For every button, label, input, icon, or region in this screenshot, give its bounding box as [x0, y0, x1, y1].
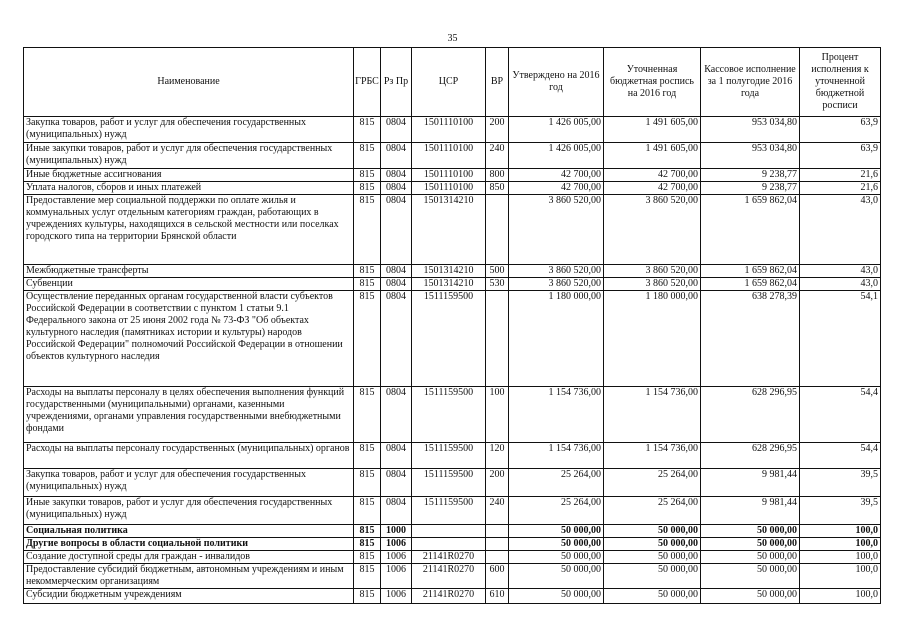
table-row: [24, 525, 881, 538]
table-body: [24, 117, 881, 604]
cell-cash: 1 659 862,04: [701, 278, 800, 291]
cell-percent: 100,0: [800, 589, 881, 604]
cell-rzpr: 0804: [381, 278, 412, 291]
cell-cash: 50 000,00: [701, 525, 800, 538]
cell-approved: 25 264,00: [509, 497, 604, 525]
cell-vr: [486, 291, 509, 387]
cell-name: Социальная политика: [24, 525, 354, 538]
cell-name: Иные закупки товаров, работ и услуг для обеспечения государственных (муниципальных) нужд: [24, 497, 354, 525]
cell-refined: 25 264,00: [604, 469, 701, 497]
cell-approved: 3 860 520,00: [509, 278, 604, 291]
cell-rzpr: 1006: [381, 538, 412, 551]
table-row: [24, 291, 881, 387]
cell-vr: 800: [486, 169, 509, 182]
header-name: Наименование: [24, 48, 354, 117]
cell-percent: 100,0: [800, 538, 881, 551]
cell-percent: 39,5: [800, 469, 881, 497]
cell-percent: 63,9: [800, 117, 881, 143]
header-percent: Процент исполнения к уточненной бюджетной росписи: [800, 48, 881, 117]
cell-grbs: 815: [354, 387, 381, 443]
cell-cash: 50 000,00: [701, 551, 800, 564]
cell-grbs: 815: [354, 469, 381, 497]
header-refined: Уточненная бюджетная роспись на 2016 год: [604, 48, 701, 117]
cell-refined: 50 000,00: [604, 589, 701, 604]
cell-grbs: 815: [354, 195, 381, 265]
cell-vr: 600: [486, 564, 509, 589]
table-row: [24, 143, 881, 169]
cell-csr: [412, 525, 486, 538]
cell-approved: 1 154 736,00: [509, 443, 604, 469]
cell-vr: 500: [486, 265, 509, 278]
cell-vr: [486, 195, 509, 265]
cell-grbs: 815: [354, 143, 381, 169]
cell-name: Создание доступной среды для граждан - инвалидов: [24, 551, 354, 564]
cell-approved: 42 700,00: [509, 182, 604, 195]
header-grbs: ГРБС: [354, 48, 381, 117]
cell-grbs: 815: [354, 551, 381, 564]
header-approved: Утверждено на 2016 год: [509, 48, 604, 117]
cell-percent: 100,0: [800, 551, 881, 564]
cell-name: Субвенции: [24, 278, 354, 291]
cell-name: Иные закупки товаров, работ и услуг для обеспечения государственных (муниципальных) нужд: [24, 143, 354, 169]
cell-rzpr: 1006: [381, 564, 412, 589]
cell-approved: 50 000,00: [509, 551, 604, 564]
cell-refined: 3 860 520,00: [604, 265, 701, 278]
header-rzpr: Рз Пр: [381, 48, 412, 117]
cell-rzpr: 1006: [381, 589, 412, 604]
header-vr: ВР: [486, 48, 509, 117]
cell-grbs: 815: [354, 278, 381, 291]
cell-cash: 9 981,44: [701, 469, 800, 497]
cell-cash: 50 000,00: [701, 589, 800, 604]
cell-cash: 628 296,95: [701, 387, 800, 443]
cell-percent: 43,0: [800, 278, 881, 291]
cell-refined: 42 700,00: [604, 169, 701, 182]
cell-approved: 3 860 520,00: [509, 265, 604, 278]
cell-rzpr: 0804: [381, 195, 412, 265]
cell-grbs: 815: [354, 265, 381, 278]
cell-csr: 21141R0270: [412, 589, 486, 604]
cell-rzpr: 1000: [381, 525, 412, 538]
cell-percent: 100,0: [800, 525, 881, 538]
cell-refined: 1 491 605,00: [604, 117, 701, 143]
table-row: [24, 117, 881, 143]
cell-vr: 610: [486, 589, 509, 604]
cell-grbs: 815: [354, 182, 381, 195]
cell-csr: 1511159500: [412, 469, 486, 497]
table-row: [24, 469, 881, 497]
cell-cash: 953 034,80: [701, 143, 800, 169]
cell-cash: 9 981,44: [701, 497, 800, 525]
cell-percent: 43,0: [800, 195, 881, 265]
cell-grbs: 815: [354, 117, 381, 143]
cell-rzpr: 0804: [381, 117, 412, 143]
cell-name: Расходы на выплаты персоналу государственных (муниципальных) органов: [24, 443, 354, 469]
cell-approved: 50 000,00: [509, 538, 604, 551]
cell-refined: 3 860 520,00: [604, 195, 701, 265]
header-cash: Кассовое исполнение за 1 полугодие 2016 года: [701, 48, 800, 117]
cell-refined: 1 154 736,00: [604, 387, 701, 443]
cell-rzpr: 0804: [381, 182, 412, 195]
cell-percent: 54,4: [800, 387, 881, 443]
cell-vr: [486, 538, 509, 551]
cell-approved: 25 264,00: [509, 469, 604, 497]
cell-grbs: 815: [354, 291, 381, 387]
cell-cash: 9 238,77: [701, 182, 800, 195]
cell-refined: 50 000,00: [604, 538, 701, 551]
cell-csr: 1501110100: [412, 117, 486, 143]
table-row: [24, 589, 881, 604]
cell-vr: [486, 525, 509, 538]
cell-name: Осуществление переданных органам государственной власти субъектов Российской Федерации в соответствии с пунктом 1 статьи 9.1 Федерального закона от 25 июня 2002 года № 73-ФЗ "Об объектах культурного наследия (памятниках истории и культуры) народов Российской Федерации" полномочий Российской Федерации в отношении объектов культурного наследия: [24, 291, 354, 387]
cell-refined: 3 860 520,00: [604, 278, 701, 291]
table-row: [24, 265, 881, 278]
cell-csr: 1511159500: [412, 497, 486, 525]
cell-refined: 50 000,00: [604, 564, 701, 589]
cell-name: Предоставление мер социальной поддержки по оплате жилья и коммунальных услуг отдельным категориям граждан, работающих в учреждениях культуры, находящихся в сельской местности или поселках городского типа на территории Брянской области: [24, 195, 354, 265]
cell-grbs: 815: [354, 443, 381, 469]
cell-cash: 638 278,39: [701, 291, 800, 387]
table-row: [24, 564, 881, 589]
cell-percent: 54,4: [800, 443, 881, 469]
cell-rzpr: 0804: [381, 265, 412, 278]
cell-cash: 1 659 862,04: [701, 265, 800, 278]
cell-name: Межбюджетные трансферты: [24, 265, 354, 278]
cell-cash: 628 296,95: [701, 443, 800, 469]
cell-name: Уплата налогов, сборов и иных платежей: [24, 182, 354, 195]
cell-name: Иные бюджетные ассигнования: [24, 169, 354, 182]
cell-refined: 50 000,00: [604, 551, 701, 564]
cell-refined: 1 180 000,00: [604, 291, 701, 387]
cell-approved: 42 700,00: [509, 169, 604, 182]
cell-cash: 50 000,00: [701, 538, 800, 551]
cell-vr: 240: [486, 143, 509, 169]
cell-percent: 43,0: [800, 265, 881, 278]
cell-csr: 1501110100: [412, 143, 486, 169]
cell-name: Закупка товаров, работ и услуг для обеспечения государственных (муниципальных) нужд: [24, 117, 354, 143]
cell-refined: 25 264,00: [604, 497, 701, 525]
cell-vr: 200: [486, 117, 509, 143]
cell-percent: 54,1: [800, 291, 881, 387]
cell-grbs: 815: [354, 525, 381, 538]
cell-vr: 240: [486, 497, 509, 525]
table-row: [24, 497, 881, 525]
cell-percent: 39,5: [800, 497, 881, 525]
cell-cash: 9 238,77: [701, 169, 800, 182]
cell-csr: 1511159500: [412, 291, 486, 387]
cell-grbs: 815: [354, 169, 381, 182]
cell-refined: 1 154 736,00: [604, 443, 701, 469]
cell-csr: 1501110100: [412, 182, 486, 195]
cell-rzpr: 0804: [381, 143, 412, 169]
cell-cash: 953 034,80: [701, 117, 800, 143]
cell-refined: 50 000,00: [604, 525, 701, 538]
cell-rzpr: 0804: [381, 497, 412, 525]
page-number: 35: [447, 33, 458, 44]
cell-csr: 1501314210: [412, 278, 486, 291]
cell-vr: 530: [486, 278, 509, 291]
cell-approved: 50 000,00: [509, 525, 604, 538]
cell-approved: 1 154 736,00: [509, 387, 604, 443]
table-row: [24, 195, 881, 265]
cell-vr: [486, 551, 509, 564]
cell-vr: 100: [486, 387, 509, 443]
cell-vr: 120: [486, 443, 509, 469]
cell-name: Закупка товаров, работ и услуг для обеспечения государственных (муниципальных) нужд: [24, 469, 354, 497]
cell-csr: 21141R0270: [412, 551, 486, 564]
cell-cash: 1 659 862,04: [701, 195, 800, 265]
cell-approved: 3 860 520,00: [509, 195, 604, 265]
cell-approved: 50 000,00: [509, 589, 604, 604]
cell-csr: 1501314210: [412, 265, 486, 278]
cell-percent: 21,6: [800, 169, 881, 182]
cell-percent: 100,0: [800, 564, 881, 589]
budget-table: [23, 47, 881, 604]
cell-name: Субсидии бюджетным учреждениям: [24, 589, 354, 604]
cell-csr: 1511159500: [412, 387, 486, 443]
cell-cash: 50 000,00: [701, 564, 800, 589]
cell-csr: [412, 538, 486, 551]
cell-rzpr: 0804: [381, 291, 412, 387]
table-row: [24, 538, 881, 551]
cell-approved: 50 000,00: [509, 564, 604, 589]
table-row: [24, 387, 881, 443]
cell-rzpr: 0804: [381, 443, 412, 469]
cell-name: Предоставление субсидий бюджетным, автономным учреждениям и иным некоммерческим организациям: [24, 564, 354, 589]
header-row: [24, 48, 881, 117]
table-row: [24, 551, 881, 564]
cell-csr: 1501314210: [412, 195, 486, 265]
cell-grbs: 815: [354, 564, 381, 589]
cell-rzpr: 0804: [381, 387, 412, 443]
cell-approved: 1 426 005,00: [509, 143, 604, 169]
cell-csr: 1511159500: [412, 443, 486, 469]
cell-rzpr: 0804: [381, 169, 412, 182]
table-row: [24, 278, 881, 291]
cell-csr: 1501110100: [412, 169, 486, 182]
cell-csr: 21141R0270: [412, 564, 486, 589]
cell-percent: 63,9: [800, 143, 881, 169]
table-row: [24, 443, 881, 469]
cell-approved: 1 180 000,00: [509, 291, 604, 387]
table-row: [24, 182, 881, 195]
cell-rzpr: 1006: [381, 551, 412, 564]
cell-vr: 200: [486, 469, 509, 497]
cell-rzpr: 0804: [381, 469, 412, 497]
cell-approved: 1 426 005,00: [509, 117, 604, 143]
cell-grbs: 815: [354, 497, 381, 525]
cell-name: Расходы на выплаты персоналу в целях обеспечения выполнения функций государственными (муниципальными) органами, казенными учреждениями, органами управления государственными внебюджетными фондами: [24, 387, 354, 443]
header-csr: ЦСР: [412, 48, 486, 117]
cell-name: Другие вопросы в области социальной политики: [24, 538, 354, 551]
cell-refined: 1 491 605,00: [604, 143, 701, 169]
cell-grbs: 815: [354, 589, 381, 604]
cell-percent: 21,6: [800, 182, 881, 195]
cell-vr: 850: [486, 182, 509, 195]
cell-refined: 42 700,00: [604, 182, 701, 195]
cell-grbs: 815: [354, 538, 381, 551]
table-row: [24, 169, 881, 182]
